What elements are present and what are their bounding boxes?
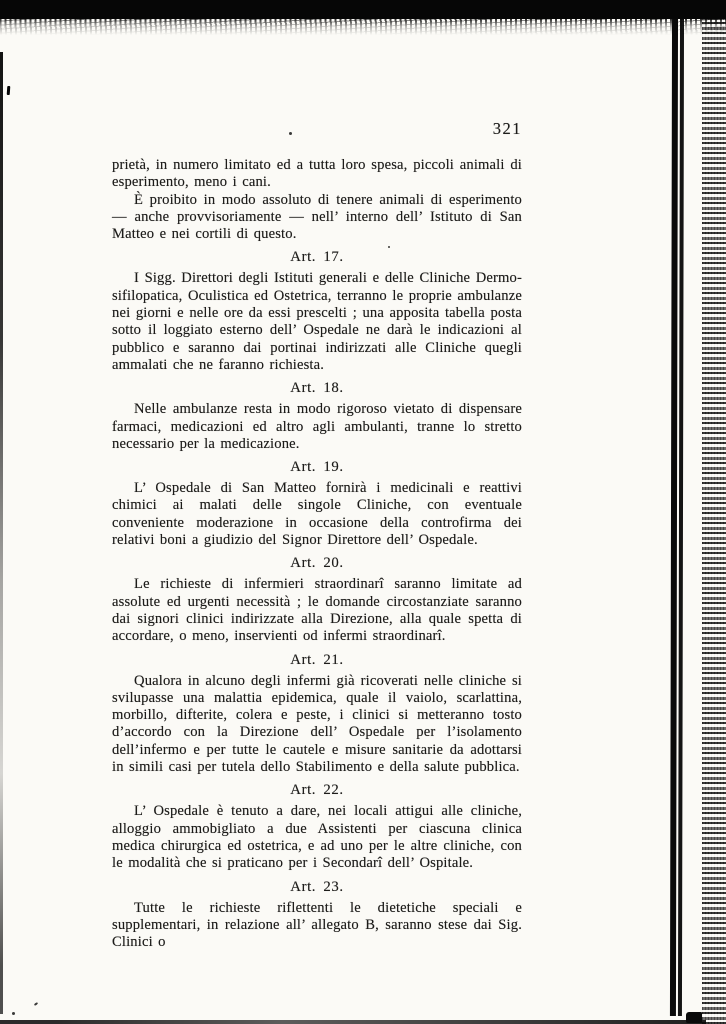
paragraph: Le richieste di infermieri straordinarî saranno limitate ad assolute ed urgenti necessità ; le domande circostanziate saranno dai signori clinici indirizzate alla Direzione, alla quale spetta di accordare, o meno, inservienti od infermi straordinarî. <box>112 576 522 645</box>
article-heading: Art. 21. <box>290 651 344 668</box>
article-heading: Art. 20. <box>290 555 344 572</box>
scan-corner-blob <box>686 1012 702 1023</box>
paragraph: Tutte le richieste riflettenti le dietetiche speciali e supplementari, in relazione all’ allegato B, saranno stese dai Sig. Clinici o <box>112 899 522 951</box>
ink-mark <box>7 86 11 95</box>
scan-left-border <box>0 52 3 1014</box>
scan-page-edge-texture <box>702 0 726 1024</box>
ink-speck <box>289 132 292 135</box>
paragraph: Nelle ambulanze resta in modo rigoroso vietato di dispensare farmaci, medicazioni ed altro agli ambulanti, tranne lo stretto necessario per la medicazione. <box>112 401 522 452</box>
paragraph: L’ Ospedale di San Matteo fornirà i medicinali e reattivi chimici ai malati delle singole Cliniche, con eventuale conveniente moderazione in occasione della controfirma dei relativi boni a giudizio del Signor Direttore dell’ Ospedale. <box>112 480 522 549</box>
ink-speck <box>388 246 390 248</box>
article-heading: Art. 18. <box>290 380 344 397</box>
article-heading: Art. 23. <box>290 878 344 895</box>
scan-top-border <box>0 0 726 19</box>
ink-speck <box>12 1012 15 1015</box>
page-number: 321 <box>492 119 522 138</box>
page-text <box>112 157 522 951</box>
article-heading: Art. 22. <box>290 782 344 799</box>
ink-speck <box>34 1002 38 1006</box>
article-heading: Art. 17. <box>290 249 344 266</box>
paragraph: L’ Ospedale è tenuto a dare, nei locali attigui alle cliniche, alloggio ammobigliato a due Assistenti per ciascuna clinica medica chirurgica ed ostetrica, e ad uno per le altre cliniche, con le modalità che si praticano per i Secondarî dell’ Ospitale. <box>112 803 522 872</box>
paragraph: È proibito in modo assoluto di tenere animali di esperimento — anche provvisoriamente — nell’ interno dell’ Istituto di San Matteo e nei cortili di questo. <box>112 191 522 243</box>
scan-gutter-line <box>670 0 688 1016</box>
paragraph: Qualora in alcuno degli infermi già ricoverati nelle cliniche si svilupasse una malattia epidemica, quale il vaiolo, scarlattina, morbillo, difterite, colera e peste, i clinici si metteranno tosto d’accordo con la Direzione dell’ Ospedale per l’isolamento dell’infermo e per tutte le cautele e misure sanitarie da adottarsi in simili casi per tutela dello Stabilimento e della salute pubblica. <box>112 672 522 776</box>
paragraph: I Sigg. Direttori degli Istituti generali e delle Cliniche Dermo-sifilopatica, Oculistica ed Ostetrica, terranno le proprie ambulanze nei giorni e nelle ore da essi prescelti ; una apposita tabella posta sotto il loggiato esterno dell’ Ospedale ne darà le indicazioni al pubblico e saranno dai portinai indirizzati alle Cliniche quegli ammalati che ne faranno richiesta. <box>112 270 522 373</box>
scan-bottom-border <box>0 1020 706 1024</box>
article-heading: Art. 19. <box>290 459 344 476</box>
paragraph: prietà, in numero limitato ed a tutta loro spesa, piccoli animali di esperimento, meno i cani. <box>112 157 522 191</box>
